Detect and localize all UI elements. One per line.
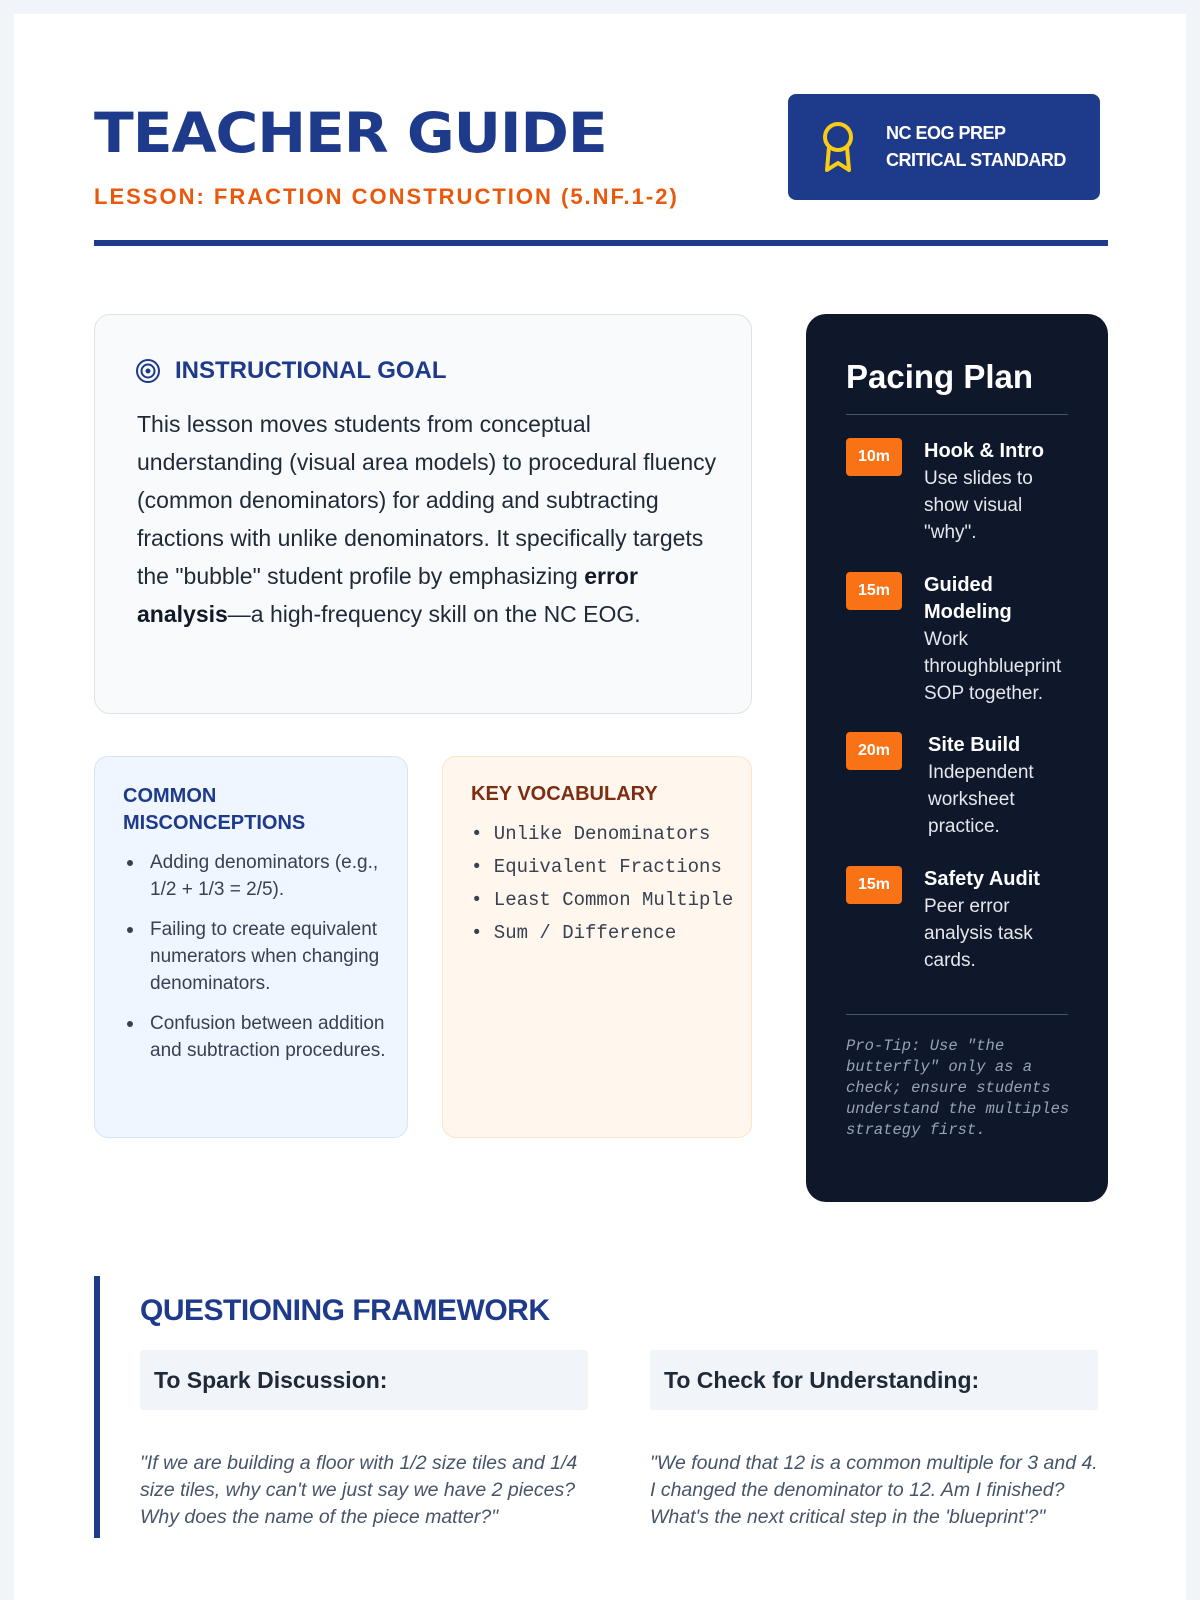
time-badge: 15m	[846, 866, 902, 904]
pacing-item-desc: Use slides to show visual "why".	[924, 468, 1033, 543]
badge-line-1: NC EOG PREP	[886, 123, 1006, 143]
pacing-item-name: Safety Audit	[924, 868, 1040, 890]
guide-sheet	[14, 14, 1186, 1600]
goal-text-bold: error analysis	[137, 563, 638, 627]
section-accent-bar	[94, 1276, 100, 1538]
pacing-divider	[846, 1014, 1068, 1015]
misconceptions-card	[94, 756, 408, 1138]
time-badge: 10m	[846, 438, 902, 476]
award-ribbon-icon	[818, 120, 858, 174]
header-divider	[94, 240, 1108, 246]
pacing-item-desc: Peer error analysis task cards.	[924, 896, 1033, 971]
pacing-item-desc: Work throughblueprint SOP together.	[924, 629, 1062, 704]
list-item: • Unlike Denominators	[471, 823, 711, 845]
goal-text	[137, 405, 727, 633]
pro-tip: Pro-Tip: Use "the butterfly" only as a check; ensure students understand the multiples strategy first.	[846, 1037, 1070, 1139]
badge-line-2: CRITICAL STANDARD	[886, 150, 1066, 170]
pacing-title: Pacing Plan	[846, 358, 1034, 395]
list-item: • Equivalent Fractions	[471, 856, 722, 878]
pacing-item-desc: Independent worksheet practice.	[928, 762, 1034, 837]
lesson-subtitle: LESSON: FRACTION CONSTRUCTION (5.NF.1-2)	[94, 184, 679, 209]
goal-text-end: —a high-frequency skill on the NC EOG.	[227, 601, 641, 627]
pacing-item-name: Hook & Intro	[924, 440, 1044, 462]
vocabulary-card	[442, 756, 752, 1138]
check-understanding-quote: "We found that 12 is a common multiple for 3 and 4. I changed the denominator to 12. Am I finished? What's the next critical step in the 'blueprint'?"	[650, 1452, 1098, 1528]
check-understanding-label: To Check for Understanding:	[650, 1350, 1098, 1410]
page-title: TEACHER GUIDE	[94, 101, 607, 165]
vocabulary-heading: KEY VOCABULARY	[471, 783, 658, 805]
spark-discussion-quote: "If we are building a floor with 1/2 size tiles and 1/4 size tiles, why can't we just say we have 2 pieces? Why does the name of the piece matter?"	[140, 1452, 578, 1528]
misconceptions-heading: COMMON MISCONCEPTIONS	[123, 785, 306, 834]
list-item: • Sum / Difference	[471, 922, 677, 944]
goal-heading: INSTRUCTIONAL GOAL	[175, 357, 447, 384]
list-item: Confusion between addition and subtraction procedures.	[123, 1010, 393, 1064]
instructional-goal-card	[94, 314, 752, 714]
pacing-divider	[846, 414, 1068, 415]
time-badge: 15m	[846, 572, 902, 610]
goal-text-start: This lesson moves students from conceptual understanding (visual area models) to procedural fluency (common denominators) for adding and subtracting fractions with unlike denominators. It specifically targets the "bubble" student profile by emphasizing	[137, 411, 717, 589]
pacing-item-name: Guided Modeling	[924, 574, 1012, 623]
pacing-item-name: Site Build	[928, 734, 1021, 756]
questioning-heading: QUESTIONING FRAMEWORK	[140, 1294, 550, 1327]
target-icon	[135, 358, 161, 384]
spark-discussion-label: To Spark Discussion:	[140, 1350, 588, 1410]
time-badge: 20m	[846, 732, 902, 770]
misconceptions-list	[123, 849, 393, 1077]
pacing-plan-panel	[806, 314, 1108, 1202]
list-item: • Least Common Multiple	[471, 889, 734, 911]
standard-badge	[788, 94, 1100, 200]
badge-text	[886, 120, 1066, 174]
vocabulary-list	[471, 821, 741, 953]
list-item: Adding denominators (e.g., 1/2 + 1/3 = 2/5).	[123, 849, 393, 903]
list-item: Failing to create equivalent numerators when changing denominators.	[123, 916, 393, 997]
